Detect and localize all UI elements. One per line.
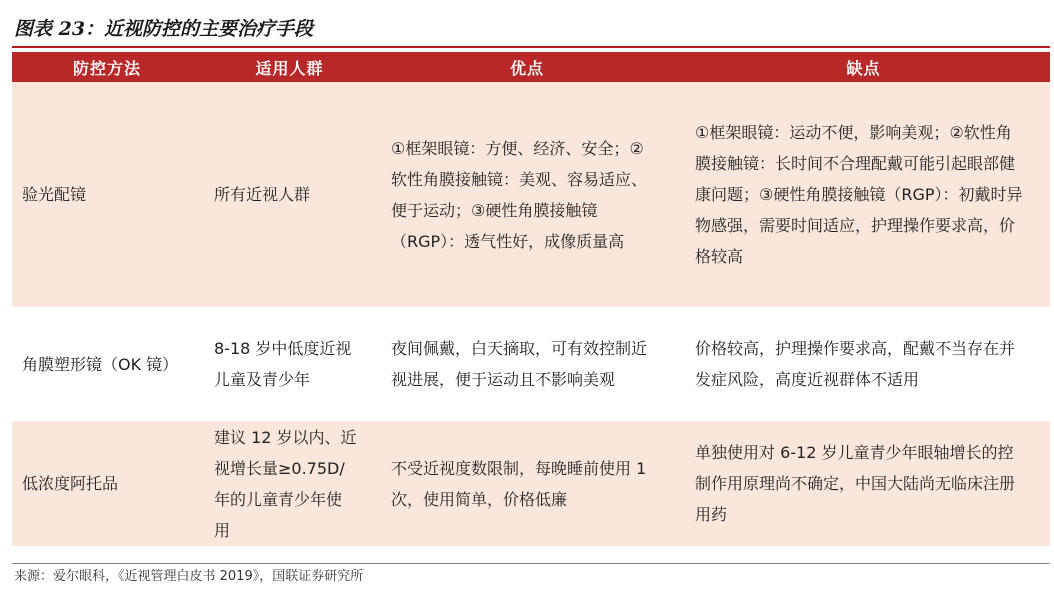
- table-row: [12, 82, 1050, 307]
- header-cons: 缺点: [677, 52, 1050, 82]
- header-method: 防控方法: [12, 52, 202, 82]
- cell-population: 所有近视人群: [202, 82, 377, 307]
- cell-cons: ①框架眼镜：运动不便，影响美观；②软性角膜接触镜：长时间不合理配戴可能引起眼部健康问题；③硬性角膜接触镜（RGP）：初戴时异物感强，需要时间适应，护理操作要求高，价格较高: [677, 82, 1050, 307]
- table-row: [12, 310, 1050, 418]
- source-note: 来源：爱尔眼科，《近视管理白皮书 2019》，国联证券研究所: [14, 569, 364, 584]
- bottom-divider: [12, 563, 1050, 564]
- cell-method: 角膜塑形镜（OK 镜）: [12, 310, 202, 418]
- cell-method: 低浓度阿托品: [12, 421, 202, 546]
- cell-pros: 夜间佩戴，白天摘取，可有效控制近视进展，便于运动且不影响美观: [377, 310, 677, 418]
- treatment-table: [12, 52, 1050, 546]
- figure-title: 图表 23：近视防控的主要治疗手段: [14, 18, 314, 40]
- cell-cons: 价格较高，护理操作要求高，配戴不当存在并发症风险，高度近视群体不适用: [677, 310, 1050, 418]
- cell-method: 验光配镜: [12, 82, 202, 307]
- cell-cons: 单独使用对 6-12 岁儿童青少年眼轴增长的控制作用原理尚不确定，中国大陆尚无临床注册用药: [677, 421, 1050, 546]
- table-row: [12, 421, 1050, 546]
- cell-pros: ①框架眼镜：方便、经济、安全；②软性角膜接触镜：美观、容易适应、便于运动；③硬性角膜接触镜（RGP）：透气性好，成像质量高: [377, 82, 677, 307]
- header-pros: 优点: [377, 52, 677, 82]
- title-divider: [12, 46, 1050, 48]
- header-population: 适用人群: [202, 52, 377, 82]
- cell-population: 建议 12 岁以内、近视增长量≥0.75D/年的儿童青少年使用: [202, 421, 377, 546]
- cell-population: 8-18 岁中低度近视儿童及青少年: [202, 310, 377, 418]
- table-header-row: [12, 52, 1050, 82]
- cell-pros: 不受近视度数限制，每晚睡前使用 1 次，使用简单，价格低廉: [377, 421, 677, 546]
